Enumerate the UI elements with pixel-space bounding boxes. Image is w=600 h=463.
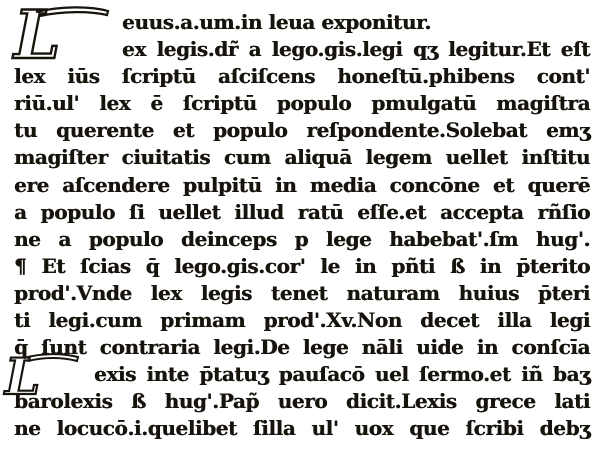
initial-letter-glyph: L	[14, 2, 61, 66]
text-line-3: lex iūs ſcriptū aſciſcens honeſtū.phibens cont'	[14, 64, 590, 89]
text-line-6: magiſter ciuitatis cum aliquā legem uellet inſtitu	[14, 145, 590, 170]
text-line-5: tu querente et populo reſpondente.Solebat emʒ	[14, 118, 590, 143]
text-line-16: ne locucō.i.quelibet ſilla ul' uox que ſcribi debʒ	[14, 416, 590, 441]
text-line-1: euus.a.um.in leua exponitur.	[122, 10, 431, 34]
initial-letter-glyph: L	[5, 350, 41, 400]
text-line-9: ne a populo deinceps p lege habebat'.ſm hug'.	[14, 226, 590, 251]
text-line-11: prod'.Vnde lex legis tenet naturam huius p̄teri	[14, 280, 590, 305]
text-line-8: a populo ſi uellet illud ratū eſſe.et accepta rñſio	[14, 199, 590, 224]
text-line-14: exis inte p̄tatuʒ pauſacō uel ſermo.et iñ baʒ	[94, 362, 590, 387]
text-line-12: ti legi.cum primam prod'.Xv.Non decet illa legi	[14, 308, 590, 333]
text-line-4: riū.ul' lex ē ſcriptū populo pmulgatū magiſtra	[14, 91, 590, 116]
text-line-10: ¶ Et ſcias q̄ lego.gis.cor' le in pñti ß in p̄terito	[14, 253, 590, 278]
text-line-2: ex legis.dr̃ a lego.gis.legi qʒ legitur.Et eſt	[122, 37, 590, 62]
text-line-7: ere aſcendere pulpitū in media concōne et querē	[14, 172, 590, 197]
text-line-13: q̄ ſunt contraria legi.De lege nāli uide in conſcīa	[14, 335, 590, 360]
text-line-15: barolexis ß hug'.Pap̃ uero dicit.Lexis grece lati	[14, 389, 590, 414]
